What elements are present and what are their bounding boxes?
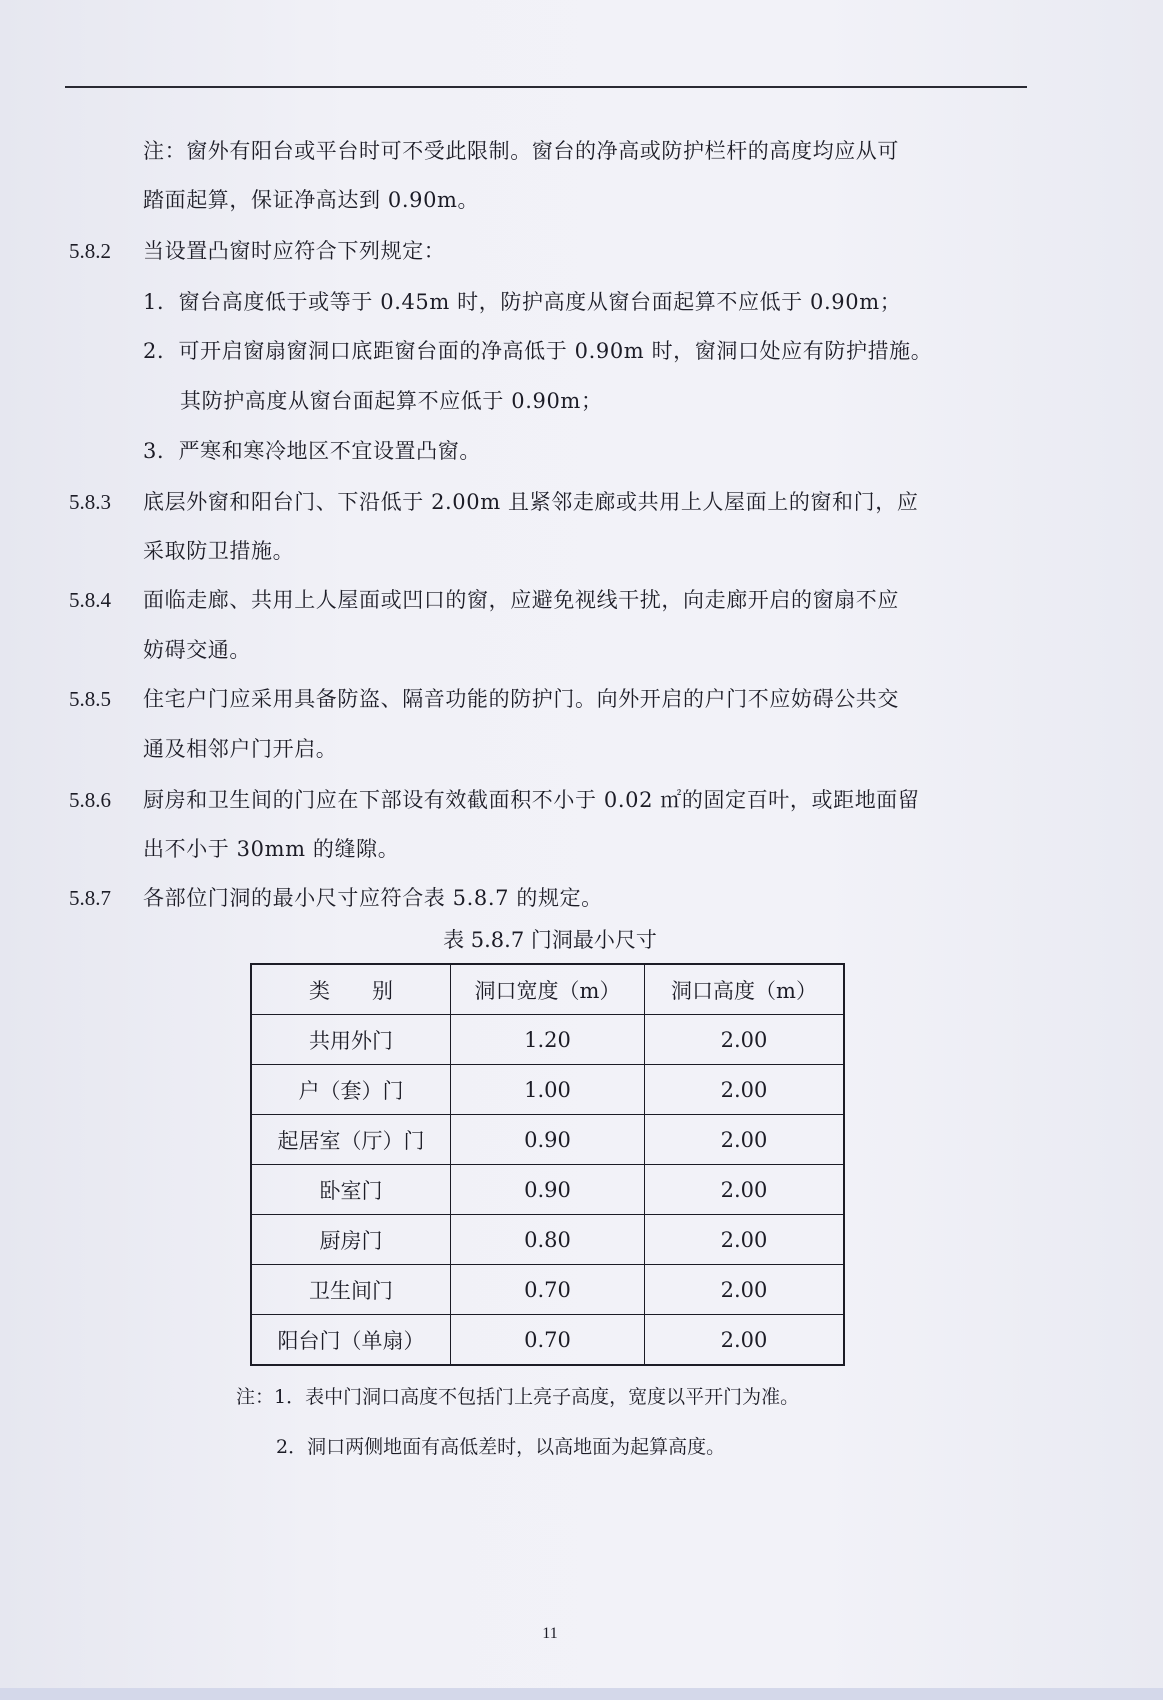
note-text-line: 注：窗外有阳台或平台时可不受此限制。窗台的净高或防护栏杆的高度均应从可 <box>143 139 899 163</box>
table-note: 2．洞口两侧地面有高低差时，以高地面为起算高度。 <box>276 1436 726 1458</box>
cell-width: 0.70 <box>450 1265 644 1315</box>
cell-category: 卧室门 <box>251 1165 450 1215</box>
cell-height: 2.00 <box>645 1065 844 1115</box>
cell-width: 0.90 <box>450 1165 644 1215</box>
table-note: 注：1．表中门洞口高度不包括门上亮子高度，宽度以平开门为准。 <box>236 1386 800 1408</box>
cell-width: 0.80 <box>450 1215 644 1265</box>
door-size-table <box>250 963 845 1366</box>
note-text-line: 踏面起算，保证净高达到 0.90m。 <box>143 188 480 212</box>
list-item-continuation: 其防护高度从窗台面起算不应低于 0.90m； <box>180 389 603 413</box>
cell-category: 户（套）门 <box>251 1065 450 1115</box>
list-item: 1．窗台高度低于或等于 0.45m 时，防护高度从窗台面起算不应低于 0.90m； <box>143 290 902 314</box>
cell-width: 1.20 <box>450 1015 644 1065</box>
header-width: 洞口宽度（m） <box>450 964 644 1015</box>
table-caption: 表 5.8.7 门洞最小尺寸 <box>443 928 657 952</box>
cell-category: 厨房门 <box>251 1215 450 1265</box>
cell-width: 1.00 <box>450 1065 644 1115</box>
clause-text: 面临走廊、共用上人屋面或凹口的窗，应避免视线干扰，向走廊开启的窗扇不应 <box>143 588 899 612</box>
cell-height: 2.00 <box>645 1315 844 1366</box>
clause-text: 妨碍交通。 <box>143 638 251 662</box>
table-header-row <box>251 964 844 1015</box>
table-row <box>251 1165 844 1215</box>
clause-text: 住宅户门应采用具备防盗、隔音功能的防护门。向外开启的户门不应妨碍公共交 <box>143 687 899 711</box>
clause-number: 5.8.5 <box>69 687 111 711</box>
cell-height: 2.00 <box>645 1165 844 1215</box>
header-height: 洞口高度（m） <box>645 964 844 1015</box>
table-row <box>251 1065 844 1115</box>
clause-text: 通及相邻户门开启。 <box>143 737 338 761</box>
clause-text: 厨房和卫生间的门应在下部设有效截面积不小于 0.02 ㎡的固定百叶，或距地面留 <box>143 788 920 812</box>
header-category: 类 别 <box>251 964 450 1015</box>
cell-category: 阳台门（单扇） <box>251 1315 450 1366</box>
clause-number: 5.8.4 <box>69 588 111 612</box>
cell-category: 卫生间门 <box>251 1265 450 1315</box>
list-item: 3．严寒和寒冷地区不宜设置凸窗。 <box>143 439 481 463</box>
scan-edge <box>0 1688 1163 1700</box>
clause-number: 5.8.3 <box>69 490 111 514</box>
table-row <box>251 1315 844 1366</box>
cell-category: 共用外门 <box>251 1015 450 1065</box>
header-rule <box>65 86 1027 88</box>
list-item: 2．可开启窗扇窗洞口底距窗台面的净高低于 0.90m 时，窗洞口处应有防护措施。 <box>143 339 933 363</box>
table-row <box>251 1015 844 1065</box>
cell-height: 2.00 <box>645 1265 844 1315</box>
clause-text: 出不小于 30mm 的缝隙。 <box>143 837 400 861</box>
cell-height: 2.00 <box>645 1015 844 1065</box>
clause-text: 当设置凸窗时应符合下列规定： <box>143 239 446 263</box>
clause-text: 采取防卫措施。 <box>143 539 295 563</box>
clause-number: 5.8.6 <box>69 788 111 812</box>
table-row <box>251 1265 844 1315</box>
table-row <box>251 1115 844 1165</box>
page-number: 11 <box>542 1625 558 1642</box>
clause-text: 底层外窗和阳台门、下沿低于 2.00m 且紧邻走廊或共用上人屋面上的窗和门，应 <box>143 490 919 514</box>
cell-height: 2.00 <box>645 1215 844 1265</box>
cell-height: 2.00 <box>645 1115 844 1165</box>
cell-category: 起居室（厅）门 <box>251 1115 450 1165</box>
clause-number: 5.8.7 <box>69 886 111 910</box>
clause-number: 5.8.2 <box>69 239 111 263</box>
cell-width: 0.90 <box>450 1115 644 1165</box>
table-row <box>251 1215 844 1265</box>
clause-text: 各部位门洞的最小尺寸应符合表 5.8.7 的规定。 <box>143 886 603 910</box>
cell-width: 0.70 <box>450 1315 644 1366</box>
